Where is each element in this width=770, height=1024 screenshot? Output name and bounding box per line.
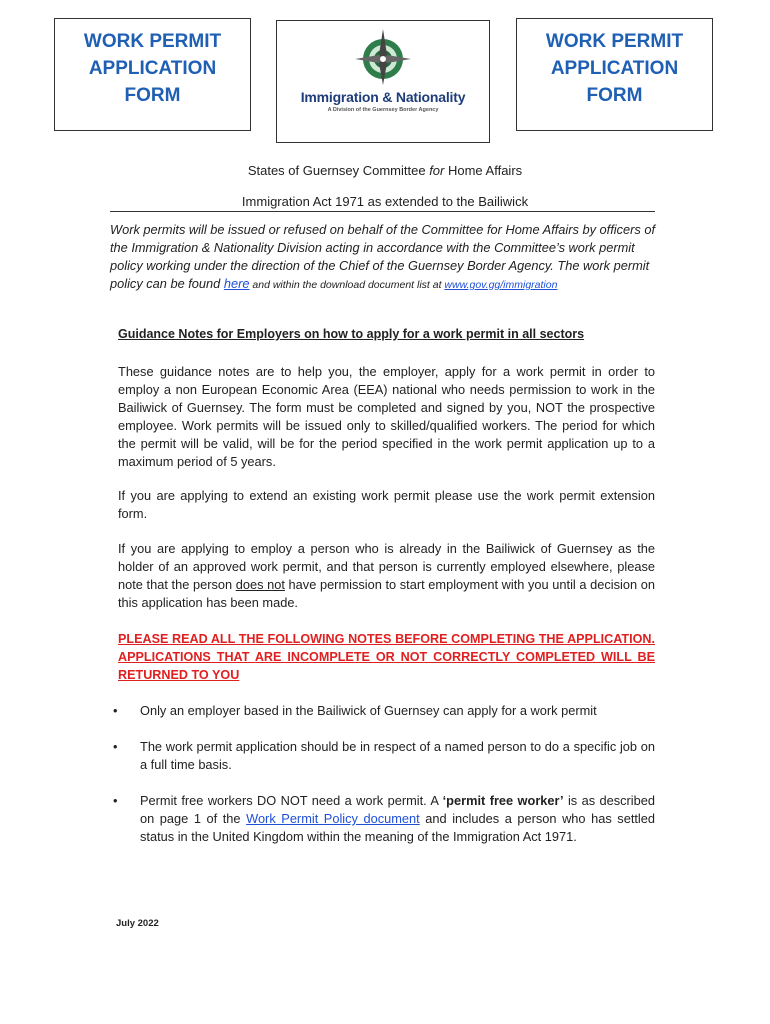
warning-notice: PLEASE READ ALL THE FOLLOWING NOTES BEFORE COMPLETING THE APPLICATION. APPLICATIONS THAT ARE INCOMPLETE OR NOT CORRECTLY COMPLETED WILL BE RETURNED TO YOU [118,632,655,682]
immigration-url-link[interactable]: www.gov.gg/immigration [444,279,558,291]
b3-post: and includes a person who has settled status in the United Kingdom within the meaning of the Immigration Act 1971. [140,811,656,844]
form-title-left [54,18,251,131]
bullet-text [140,792,655,846]
bullet-icon: • [113,703,118,718]
footer-date: July 2022 [116,918,159,929]
guidance-paragraph-3 [118,540,655,612]
agency-logo [276,20,490,143]
b3-bold: ‘permit free worker’ [442,793,564,808]
policy-here-link[interactable]: here [223,276,250,291]
bullet-icon: • [113,739,118,754]
form-title-right [516,18,713,131]
committee-line [0,163,770,178]
title-line: WORK PERMIT [545,31,684,52]
bullet-icon: • [113,793,118,808]
intro-paragraph [110,221,658,294]
committee-post: Home Affairs [444,163,523,178]
title-line: WORK PERMIT [83,31,222,52]
committee-pre: States of Guernsey Committee [247,163,430,178]
compass-emblem-icon [347,27,419,87]
title-line: APPLICATION [88,58,217,79]
title-line: FORM [124,85,181,106]
para3-post: have permission to start employment with you until a decision on this application has been made. [118,577,655,610]
b3-mid: is as described on page 1 of the [140,793,656,826]
bullet-text: Only an employer based in the Bailiwick of Guernsey can apply for a work permit [140,703,597,718]
intro-text: Work permits will be issued or refused on behalf of the Committee for Home Affairs by officers of the Immigration & Nationality Division acting in accordance with the Committee’s work permit policy working under the direction of the Chief of the Guernsey Border Agency. The work permit policy can be found [110,222,656,291]
guidance-paragraph-2: If you are applying to extend an existing work permit please use the work permit extension form. [118,488,655,521]
guidance-paragraph-1: These guidance notes are to help you, the employer, apply for a work permit in order to employ a non European Economic Area (EEA) national who needs permission to work in the Bailiwick of Guernsey. The form must be completed and signed by you, NOT the prospective employee. Work permits will be issued only to skilled/qualified workers. The period for which the permit will be valid, will be for the period specified in the work permit application up to a maximum period of 5 years. [118,364,655,469]
policy-document-link[interactable]: Work Permit Policy document [246,811,420,826]
guidance-heading: Guidance Notes for Employers on how to apply for a work permit in all sectors [118,327,585,341]
logo-title: Immigration & Nationality [300,89,466,105]
para3-emphasis: does not [235,577,285,592]
committee-for: for [429,163,445,178]
act-line: Immigration Act 1971 as extended to the Bailiwick [241,194,529,209]
divider [110,211,655,212]
b3-pre: Permit free workers DO NOT need a work permit. A [140,793,443,808]
title-line: FORM [586,85,643,106]
intro-mid: and within the download document list at [249,279,445,291]
logo-subtitle: A Division of the Guernsey Border Agency [327,107,439,113]
para3-pre: If you are applying to employ a person who is already in the Bailiwick of Guernsey as the holder of an approved work permit, and that person is currently employed elsewhere, please note that the person [118,541,655,592]
bullet-text: The work permit application should be in respect of a named person to do a specific job on a full time basis. [140,739,655,772]
title-line: APPLICATION [550,58,679,79]
